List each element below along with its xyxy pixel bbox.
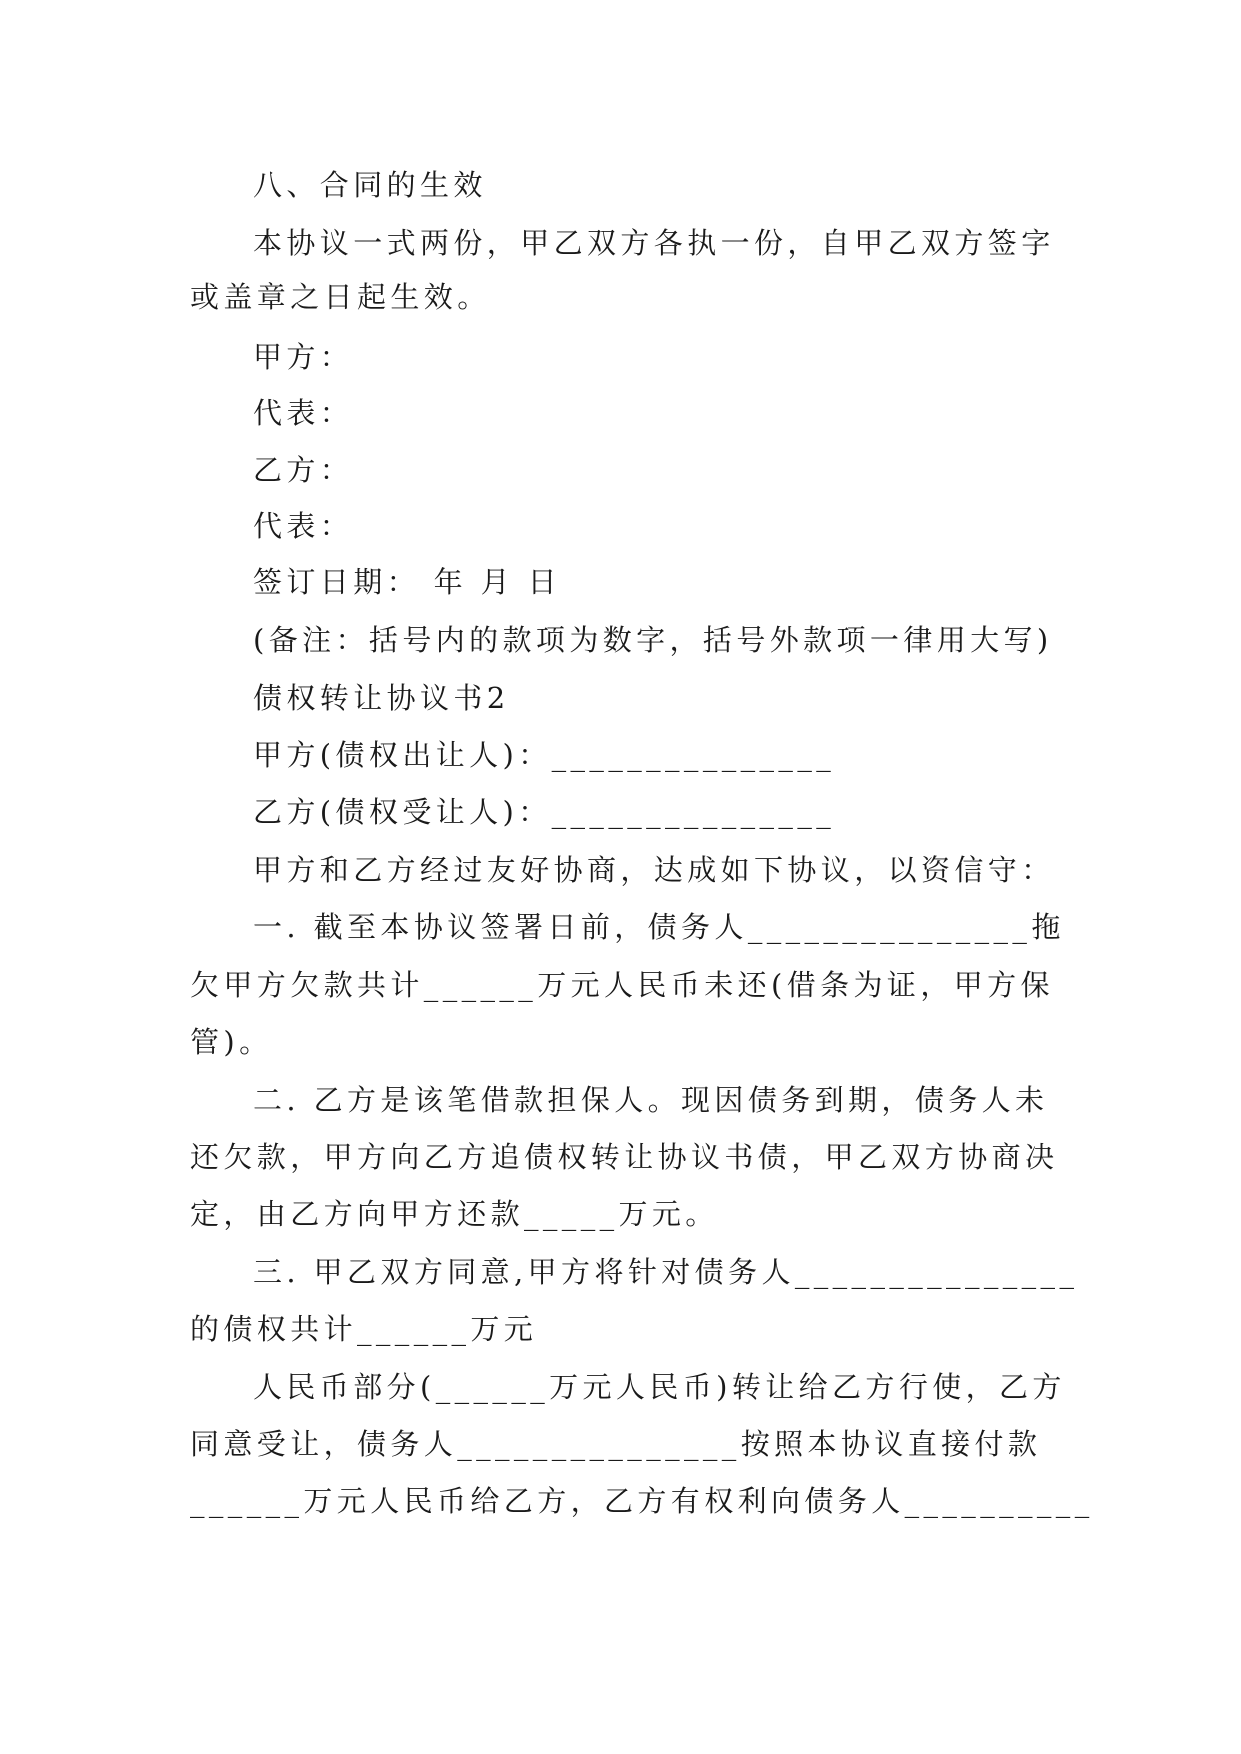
paragraph-line: ______万元人民币给乙方，乙方有权利向债务人__________: [190, 1484, 1094, 1518]
party-b-assignee-line: 乙方(债权受让人)：_______________: [253, 795, 836, 829]
paragraph-line: 甲方和乙方经过友好协商，达成如下协议，以资信守：: [253, 853, 1055, 887]
paragraph-line: 还欠款，甲方向乙方追债权转让协议书债，甲乙双方协商决: [190, 1140, 1059, 1174]
paragraph-line: 欠甲方欠款共计______万元人民币未还(借条为证，甲方保: [190, 968, 1054, 1002]
paragraph-line: 人民币部分(______万元人民币)转让给乙方行使，乙方: [253, 1370, 1066, 1404]
signature-representative-label: 代表：: [253, 396, 354, 430]
paragraph-line: 或盖章之日起生效。: [190, 280, 491, 314]
signature-representative-label: 代表：: [253, 509, 354, 543]
paragraph-line: 管)。: [190, 1025, 273, 1059]
signing-date-line: 签订日期： 年 月 日: [253, 565, 562, 599]
paragraph-line: 同意受让，债务人_______________按照本协议直接付款: [190, 1427, 1042, 1461]
clause-three-line: 三. 甲乙双方同意,甲方将针对债务人_______________: [253, 1255, 1079, 1289]
clause-one-line: 一. 截至本协议签署日前，债务人_______________拖: [253, 910, 1065, 944]
document-title: 债权转让协议书2: [253, 681, 510, 715]
party-a-assignor-line: 甲方(债权出让人)：_______________: [253, 738, 836, 772]
signature-party-a-label: 甲方：: [253, 340, 354, 374]
paragraph-line: 的债权共计______万元: [190, 1312, 538, 1346]
section-heading-contract-effect: 八、合同的生效: [253, 168, 487, 202]
remark-line: (备注：括号内的款项为数字，括号外款项一律用大写): [253, 623, 1053, 657]
signature-party-b-label: 乙方：: [253, 453, 354, 487]
paragraph-line: 定，由乙方向甲方还款_____万元。: [190, 1197, 719, 1231]
paragraph-line: 本协议一式两份，甲乙双方各执一份，自甲乙双方签字: [253, 226, 1055, 260]
clause-two-line: 二. 乙方是该笔借款担保人。现因债务到期，债务人未: [253, 1083, 1049, 1117]
